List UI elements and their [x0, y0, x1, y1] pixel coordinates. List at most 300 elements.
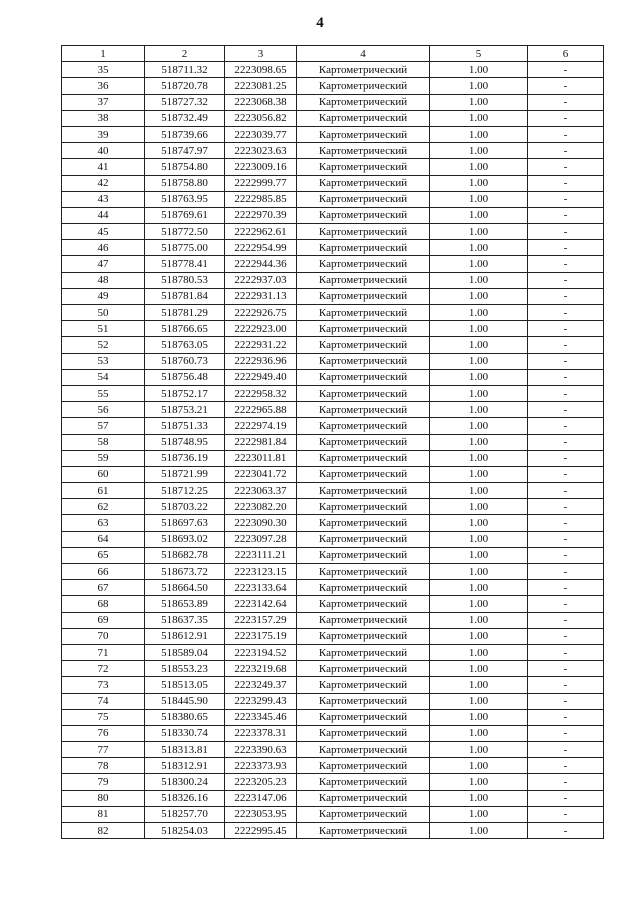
table-row	[62, 143, 604, 159]
accuracy-cell: 1.00	[430, 78, 528, 94]
y-coordinate-cell: 2223097.28	[225, 531, 297, 547]
note-cell: -	[528, 126, 604, 142]
x-coordinate-cell: 518257.70	[145, 806, 225, 822]
y-coordinate-cell: 2223205.23	[225, 774, 297, 790]
note-cell: -	[528, 224, 604, 240]
accuracy-cell: 1.00	[430, 628, 528, 644]
table-row	[62, 612, 604, 628]
note-cell: -	[528, 790, 604, 806]
point-number-cell: 67	[62, 580, 145, 596]
point-number-cell: 65	[62, 547, 145, 563]
point-number-cell: 36	[62, 78, 145, 94]
table-row	[62, 175, 604, 191]
table-row	[62, 693, 604, 709]
method-cell: Картометрический	[297, 677, 430, 693]
accuracy-cell: 1.00	[430, 321, 528, 337]
method-cell: Картометрический	[297, 224, 430, 240]
x-coordinate-cell: 518712.25	[145, 483, 225, 499]
note-cell: -	[528, 742, 604, 758]
y-coordinate-cell: 2222954.99	[225, 240, 297, 256]
accuracy-cell: 1.00	[430, 693, 528, 709]
y-coordinate-cell: 2223194.52	[225, 644, 297, 660]
table-row	[62, 661, 604, 677]
table-row	[62, 483, 604, 499]
accuracy-cell: 1.00	[430, 369, 528, 385]
accuracy-cell: 1.00	[430, 644, 528, 660]
y-coordinate-cell: 2223299.43	[225, 693, 297, 709]
accuracy-cell: 1.00	[430, 596, 528, 612]
x-coordinate-cell: 518727.32	[145, 94, 225, 110]
method-cell: Картометрический	[297, 321, 430, 337]
point-number-cell: 82	[62, 823, 145, 839]
table-row	[62, 709, 604, 725]
point-number-cell: 63	[62, 515, 145, 531]
y-coordinate-cell: 2223056.82	[225, 110, 297, 126]
table-row	[62, 758, 604, 774]
point-number-cell: 50	[62, 305, 145, 321]
point-number-cell: 78	[62, 758, 145, 774]
x-coordinate-cell: 518300.24	[145, 774, 225, 790]
accuracy-cell: 1.00	[430, 191, 528, 207]
y-coordinate-cell: 2223249.37	[225, 677, 297, 693]
point-number-cell: 38	[62, 110, 145, 126]
accuracy-cell: 1.00	[430, 126, 528, 142]
accuracy-cell: 1.00	[430, 742, 528, 758]
x-coordinate-cell: 518736.19	[145, 450, 225, 466]
point-number-cell: 80	[62, 790, 145, 806]
note-cell: -	[528, 272, 604, 288]
method-cell: Картометрический	[297, 450, 430, 466]
table-row	[62, 450, 604, 466]
accuracy-cell: 1.00	[430, 547, 528, 563]
point-number-cell: 62	[62, 499, 145, 515]
x-coordinate-cell: 518732.49	[145, 110, 225, 126]
x-coordinate-cell: 518445.90	[145, 693, 225, 709]
table-header	[62, 46, 604, 62]
header-row	[62, 46, 604, 62]
method-cell: Картометрический	[297, 466, 430, 482]
x-coordinate-cell: 518781.84	[145, 288, 225, 304]
point-number-cell: 56	[62, 402, 145, 418]
table-row	[62, 305, 604, 321]
y-coordinate-cell: 2223175.19	[225, 628, 297, 644]
point-number-cell: 60	[62, 466, 145, 482]
x-coordinate-cell: 518313.81	[145, 742, 225, 758]
x-coordinate-cell: 518754.80	[145, 159, 225, 175]
accuracy-cell: 1.00	[430, 774, 528, 790]
x-coordinate-cell: 518312.91	[145, 758, 225, 774]
x-coordinate-cell: 518682.78	[145, 547, 225, 563]
table-row	[62, 790, 604, 806]
method-cell: Картометрический	[297, 564, 430, 580]
x-coordinate-cell: 518703.22	[145, 499, 225, 515]
point-number-cell: 73	[62, 677, 145, 693]
point-number-cell: 74	[62, 693, 145, 709]
accuracy-cell: 1.00	[430, 94, 528, 110]
table-row	[62, 353, 604, 369]
accuracy-cell: 1.00	[430, 418, 528, 434]
table-row	[62, 240, 604, 256]
note-cell: -	[528, 159, 604, 175]
table-row	[62, 272, 604, 288]
point-number-cell: 55	[62, 385, 145, 401]
x-coordinate-cell: 518756.48	[145, 369, 225, 385]
note-cell: -	[528, 483, 604, 499]
method-cell: Картометрический	[297, 515, 430, 531]
method-cell: Картометрический	[297, 126, 430, 142]
accuracy-cell: 1.00	[430, 207, 528, 223]
accuracy-cell: 1.00	[430, 709, 528, 725]
note-cell: -	[528, 353, 604, 369]
x-coordinate-cell: 518748.95	[145, 434, 225, 450]
accuracy-cell: 1.00	[430, 402, 528, 418]
y-coordinate-cell: 2223142.64	[225, 596, 297, 612]
method-cell: Картометрический	[297, 709, 430, 725]
note-cell: -	[528, 385, 604, 401]
accuracy-cell: 1.00	[430, 725, 528, 741]
accuracy-cell: 1.00	[430, 272, 528, 288]
accuracy-cell: 1.00	[430, 385, 528, 401]
accuracy-cell: 1.00	[430, 159, 528, 175]
note-cell: -	[528, 288, 604, 304]
x-coordinate-cell: 518739.66	[145, 126, 225, 142]
point-number-cell: 72	[62, 661, 145, 677]
method-cell: Картометрический	[297, 62, 430, 78]
y-coordinate-cell: 2223041.72	[225, 466, 297, 482]
note-cell: -	[528, 499, 604, 515]
method-cell: Картометрический	[297, 580, 430, 596]
method-cell: Картометрический	[297, 596, 430, 612]
x-coordinate-cell: 518720.78	[145, 78, 225, 94]
point-number-cell: 51	[62, 321, 145, 337]
note-cell: -	[528, 240, 604, 256]
note-cell: -	[528, 725, 604, 741]
method-cell: Картометрический	[297, 78, 430, 94]
accuracy-cell: 1.00	[430, 305, 528, 321]
header-cell-col-3: 3	[225, 46, 297, 62]
accuracy-cell: 1.00	[430, 175, 528, 191]
y-coordinate-cell: 2223157.29	[225, 612, 297, 628]
note-cell: -	[528, 547, 604, 563]
x-coordinate-cell: 518769.61	[145, 207, 225, 223]
note-cell: -	[528, 531, 604, 547]
method-cell: Картометрический	[297, 742, 430, 758]
note-cell: -	[528, 369, 604, 385]
accuracy-cell: 1.00	[430, 677, 528, 693]
y-coordinate-cell: 2223081.25	[225, 78, 297, 94]
accuracy-cell: 1.00	[430, 353, 528, 369]
table-row	[62, 337, 604, 353]
accuracy-cell: 1.00	[430, 823, 528, 839]
y-coordinate-cell: 2223345.46	[225, 709, 297, 725]
accuracy-cell: 1.00	[430, 564, 528, 580]
method-cell: Картометрический	[297, 143, 430, 159]
point-number-cell: 79	[62, 774, 145, 790]
header-cell-col-4: 4	[297, 46, 430, 62]
header-cell-col-6: 6	[528, 46, 604, 62]
note-cell: -	[528, 758, 604, 774]
y-coordinate-cell: 2223373.93	[225, 758, 297, 774]
method-cell: Картометрический	[297, 272, 430, 288]
y-coordinate-cell: 2222936.96	[225, 353, 297, 369]
accuracy-cell: 1.00	[430, 806, 528, 822]
y-coordinate-cell: 2222981.84	[225, 434, 297, 450]
point-number-cell: 70	[62, 628, 145, 644]
y-coordinate-cell: 2223111.21	[225, 547, 297, 563]
method-cell: Картометрический	[297, 547, 430, 563]
y-coordinate-cell: 2222974.19	[225, 418, 297, 434]
accuracy-cell: 1.00	[430, 466, 528, 482]
note-cell: -	[528, 709, 604, 725]
method-cell: Картометрический	[297, 191, 430, 207]
method-cell: Картометрический	[297, 385, 430, 401]
table-row	[62, 596, 604, 612]
method-cell: Картометрический	[297, 434, 430, 450]
x-coordinate-cell: 518721.99	[145, 466, 225, 482]
method-cell: Картометрический	[297, 661, 430, 677]
method-cell: Картометрический	[297, 823, 430, 839]
table-row	[62, 191, 604, 207]
x-coordinate-cell: 518780.53	[145, 272, 225, 288]
note-cell: -	[528, 823, 604, 839]
method-cell: Картометрический	[297, 693, 430, 709]
method-cell: Картометрический	[297, 94, 430, 110]
table-row	[62, 806, 604, 822]
method-cell: Картометрический	[297, 175, 430, 191]
point-number-cell: 46	[62, 240, 145, 256]
table-row	[62, 385, 604, 401]
x-coordinate-cell: 518766.65	[145, 321, 225, 337]
table-row	[62, 78, 604, 94]
y-coordinate-cell: 2223390.63	[225, 742, 297, 758]
point-number-cell: 37	[62, 94, 145, 110]
table-row	[62, 580, 604, 596]
y-coordinate-cell: 2222962.61	[225, 224, 297, 240]
note-cell: -	[528, 806, 604, 822]
note-cell: -	[528, 207, 604, 223]
point-number-cell: 35	[62, 62, 145, 78]
point-number-cell: 71	[62, 644, 145, 660]
y-coordinate-cell: 2222958.32	[225, 385, 297, 401]
point-number-cell: 58	[62, 434, 145, 450]
method-cell: Картометрический	[297, 725, 430, 741]
table-row	[62, 499, 604, 515]
x-coordinate-cell: 518751.33	[145, 418, 225, 434]
y-coordinate-cell: 2222931.13	[225, 288, 297, 304]
y-coordinate-cell: 2223023.63	[225, 143, 297, 159]
x-coordinate-cell: 518673.72	[145, 564, 225, 580]
y-coordinate-cell: 2223009.16	[225, 159, 297, 175]
y-coordinate-cell: 2223133.64	[225, 580, 297, 596]
note-cell: -	[528, 693, 604, 709]
x-coordinate-cell: 518763.95	[145, 191, 225, 207]
note-cell: -	[528, 337, 604, 353]
x-coordinate-cell: 518589.04	[145, 644, 225, 660]
method-cell: Картометрический	[297, 256, 430, 272]
note-cell: -	[528, 94, 604, 110]
y-coordinate-cell: 2223011.81	[225, 450, 297, 466]
note-cell: -	[528, 305, 604, 321]
y-coordinate-cell: 2222944.36	[225, 256, 297, 272]
table-row	[62, 515, 604, 531]
point-number-cell: 48	[62, 272, 145, 288]
y-coordinate-cell: 2223068.38	[225, 94, 297, 110]
note-cell: -	[528, 191, 604, 207]
note-cell: -	[528, 143, 604, 159]
x-coordinate-cell: 518781.29	[145, 305, 225, 321]
method-cell: Картометрический	[297, 110, 430, 126]
table-row	[62, 369, 604, 385]
note-cell: -	[528, 628, 604, 644]
point-number-cell: 61	[62, 483, 145, 499]
point-number-cell: 68	[62, 596, 145, 612]
point-number-cell: 81	[62, 806, 145, 822]
note-cell: -	[528, 434, 604, 450]
y-coordinate-cell: 2223053.95	[225, 806, 297, 822]
method-cell: Картометрический	[297, 644, 430, 660]
table-row	[62, 288, 604, 304]
note-cell: -	[528, 321, 604, 337]
point-number-cell: 59	[62, 450, 145, 466]
method-cell: Картометрический	[297, 305, 430, 321]
y-coordinate-cell: 2222949.40	[225, 369, 297, 385]
y-coordinate-cell: 2223123.15	[225, 564, 297, 580]
page-number: 4	[316, 15, 324, 31]
x-coordinate-cell: 518380.65	[145, 709, 225, 725]
table-row	[62, 644, 604, 660]
table-row	[62, 742, 604, 758]
method-cell: Картометрический	[297, 337, 430, 353]
accuracy-cell: 1.00	[430, 515, 528, 531]
accuracy-cell: 1.00	[430, 337, 528, 353]
table-row	[62, 434, 604, 450]
point-number-cell: 57	[62, 418, 145, 434]
method-cell: Картометрический	[297, 628, 430, 644]
accuracy-cell: 1.00	[430, 288, 528, 304]
note-cell: -	[528, 62, 604, 78]
table-row	[62, 159, 604, 175]
note-cell: -	[528, 175, 604, 191]
method-cell: Картометрический	[297, 758, 430, 774]
x-coordinate-cell: 518553.23	[145, 661, 225, 677]
table-row	[62, 224, 604, 240]
point-number-cell: 49	[62, 288, 145, 304]
y-coordinate-cell: 2222926.75	[225, 305, 297, 321]
x-coordinate-cell: 518637.35	[145, 612, 225, 628]
y-coordinate-cell: 2222999.77	[225, 175, 297, 191]
method-cell: Картометрический	[297, 240, 430, 256]
y-coordinate-cell: 2223063.37	[225, 483, 297, 499]
table-body	[62, 62, 604, 839]
accuracy-cell: 1.00	[430, 758, 528, 774]
x-coordinate-cell: 518697.63	[145, 515, 225, 531]
table-row	[62, 677, 604, 693]
note-cell: -	[528, 580, 604, 596]
accuracy-cell: 1.00	[430, 143, 528, 159]
note-cell: -	[528, 78, 604, 94]
note-cell: -	[528, 402, 604, 418]
method-cell: Картометрический	[297, 159, 430, 175]
table-row	[62, 110, 604, 126]
x-coordinate-cell: 518326.16	[145, 790, 225, 806]
coordinates-table	[61, 45, 604, 839]
x-coordinate-cell: 518747.97	[145, 143, 225, 159]
accuracy-cell: 1.00	[430, 110, 528, 126]
note-cell: -	[528, 466, 604, 482]
note-cell: -	[528, 564, 604, 580]
point-number-cell: 69	[62, 612, 145, 628]
accuracy-cell: 1.00	[430, 62, 528, 78]
header-cell-col-1: 1	[62, 46, 145, 62]
x-coordinate-cell: 518758.80	[145, 175, 225, 191]
table-row	[62, 466, 604, 482]
y-coordinate-cell: 2222985.85	[225, 191, 297, 207]
y-coordinate-cell: 2223219.68	[225, 661, 297, 677]
table-row	[62, 402, 604, 418]
x-coordinate-cell: 518778.41	[145, 256, 225, 272]
note-cell: -	[528, 450, 604, 466]
x-coordinate-cell: 518775.00	[145, 240, 225, 256]
accuracy-cell: 1.00	[430, 434, 528, 450]
y-coordinate-cell: 2223082.20	[225, 499, 297, 515]
point-number-cell: 75	[62, 709, 145, 725]
method-cell: Картометрический	[297, 288, 430, 304]
x-coordinate-cell: 518612.91	[145, 628, 225, 644]
point-number-cell: 53	[62, 353, 145, 369]
method-cell: Картометрический	[297, 418, 430, 434]
note-cell: -	[528, 661, 604, 677]
point-number-cell: 54	[62, 369, 145, 385]
table-row	[62, 531, 604, 547]
table-row	[62, 62, 604, 78]
header-cell-col-2: 2	[145, 46, 225, 62]
y-coordinate-cell: 2222923.00	[225, 321, 297, 337]
accuracy-cell: 1.00	[430, 224, 528, 240]
point-number-cell: 44	[62, 207, 145, 223]
accuracy-cell: 1.00	[430, 256, 528, 272]
accuracy-cell: 1.00	[430, 450, 528, 466]
accuracy-cell: 1.00	[430, 790, 528, 806]
x-coordinate-cell: 518760.73	[145, 353, 225, 369]
accuracy-cell: 1.00	[430, 483, 528, 499]
y-coordinate-cell: 2222931.22	[225, 337, 297, 353]
note-cell: -	[528, 596, 604, 612]
x-coordinate-cell: 518763.05	[145, 337, 225, 353]
point-number-cell: 76	[62, 725, 145, 741]
x-coordinate-cell: 518513.05	[145, 677, 225, 693]
note-cell: -	[528, 418, 604, 434]
header-cell-col-5: 5	[430, 46, 528, 62]
accuracy-cell: 1.00	[430, 240, 528, 256]
point-number-cell: 45	[62, 224, 145, 240]
table-row	[62, 418, 604, 434]
accuracy-cell: 1.00	[430, 612, 528, 628]
y-coordinate-cell: 2223090.30	[225, 515, 297, 531]
x-coordinate-cell: 518752.17	[145, 385, 225, 401]
x-coordinate-cell: 518711.32	[145, 62, 225, 78]
table-row	[62, 774, 604, 790]
method-cell: Картометрический	[297, 531, 430, 547]
point-number-cell: 66	[62, 564, 145, 580]
table-row	[62, 547, 604, 563]
method-cell: Картометрический	[297, 207, 430, 223]
y-coordinate-cell: 2223039.77	[225, 126, 297, 142]
point-number-cell: 77	[62, 742, 145, 758]
y-coordinate-cell: 2222995.45	[225, 823, 297, 839]
note-cell: -	[528, 644, 604, 660]
method-cell: Картометрический	[297, 790, 430, 806]
point-number-cell: 43	[62, 191, 145, 207]
